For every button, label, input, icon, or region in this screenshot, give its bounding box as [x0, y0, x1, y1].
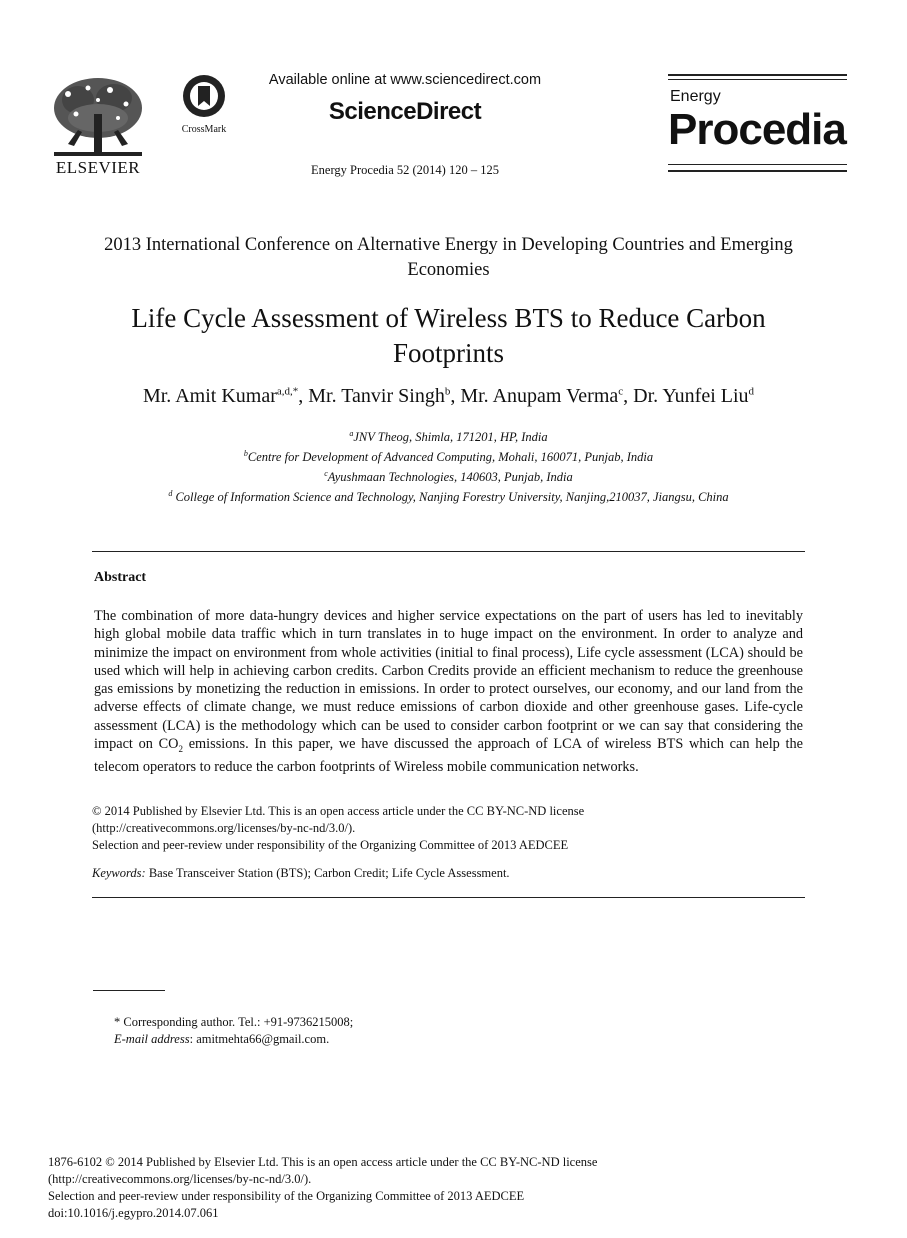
abstract-text-part2: emissions. In this paper, we have discussed the approach of LCA of wireless BTS which can help the telecom operators to reduce the carbon footprints of Wireless mobile communication networks. [94, 736, 803, 776]
journal-citation: Energy Procedia 52 (2014) 120 – 125 [311, 163, 499, 177]
keywords [92, 866, 805, 881]
affiliation-line [60, 466, 837, 486]
co2-subscript: 2 [178, 743, 183, 754]
crossmark-label: CrossMark [181, 124, 227, 135]
email-address[interactable]: amitmehta66@gmail.com. [196, 1032, 330, 1046]
corresponding-mark: * [292, 385, 299, 398]
abstract-bottom-rule [92, 897, 805, 898]
email-label: E-mail address [114, 1032, 190, 1046]
footer-peer-review: Selection and peer-review under responsibility of the Organizing Committee of 2013 AEDCEE [48, 1189, 525, 1203]
brand-rule-bottom [668, 170, 847, 172]
author-superscript: d [748, 385, 755, 398]
abstract-body [94, 607, 803, 777]
affiliation-text: Ayushmaan Technologies, 140603, Punjab, India [327, 470, 573, 485]
affiliation-line [60, 486, 837, 506]
brand-procedia: Procedia [668, 105, 846, 154]
abstract-heading: Abstract [94, 570, 147, 585]
affiliation-superscript: c [324, 468, 328, 478]
author-superscript: a,d, [276, 385, 293, 398]
license-line: © 2014 Published by Elsevier Ltd. This is an open access article under the CC BY-NC-ND license [92, 804, 585, 818]
affiliation-line [60, 426, 837, 446]
email-separator: : [189, 1032, 197, 1046]
affiliation-text: Centre for Development of Advanced Computing, Mohali, 160071, Punjab, India [247, 450, 654, 465]
affiliation-text: JNV Theog, Shimla, 171201, HP, India [353, 430, 548, 445]
author-name: Mr. Tanvir Singh [308, 385, 445, 407]
publisher-name: ELSEVIER [55, 158, 141, 177]
brand-rule-top-thin [668, 79, 847, 80]
affiliation-list [60, 426, 837, 506]
keywords-label: Keywords: [92, 866, 146, 880]
brand-rule-top [668, 74, 847, 76]
author-name: Dr. Yunfei Liu [633, 385, 749, 407]
affiliation-superscript: d [168, 488, 173, 498]
author-superscript: c [618, 385, 624, 398]
footnote-phone: * Corresponding author. Tel.: +91-9736215008; [114, 1015, 354, 1029]
affiliation-superscript: a [349, 429, 354, 438]
footer-issn-license: 1876-6102 © 2014 Published by Elsevier Ltd. This is an open access article under the CC BY-NC-ND license [48, 1155, 598, 1169]
license-link[interactable]: (http://creativecommons.org/licenses/by-nc-nd/3.0/). [92, 821, 356, 835]
sciencedirect-logo-text: ScienceDirect [328, 98, 482, 125]
brand-energy: Energy [670, 88, 721, 105]
crossmark-badge[interactable] [176, 74, 232, 134]
corresponding-author-footnote [114, 1014, 714, 1048]
available-online-text: Available online at www.sciencedirect.com [268, 72, 542, 88]
elsevier-tree-icon [48, 74, 148, 158]
author-name: Mr. Amit Kumar [142, 385, 277, 407]
journal-brand-logo [668, 74, 847, 176]
author-separator: , [623, 385, 634, 407]
license-block [92, 803, 805, 854]
abstract-top-rule [92, 551, 805, 552]
footnote-rule [93, 990, 165, 991]
author-separator: , [450, 385, 461, 407]
author-separator: , [298, 385, 309, 407]
author-list [60, 385, 837, 408]
page-footer [48, 1154, 848, 1222]
author-name: Mr. Anupam Verma [460, 385, 619, 407]
affiliation-text: College of Information Science and Technology, Nanjing Forestry University, Nanjing,210037, Jiangsu, China [172, 490, 729, 505]
abstract-text-part1: The combination of more data-hungry devices and higher service expectations on the part of users has led to inevitably high global mobile data traffic which in turn translates in to huge impact on the environment. In order to analyze and minimize the impact on environment from whole activities (initial to final process), Life cycle assessment (LCA) should be used which will help in achieving carbon credits. Carbon Credits provide an efficient mechanism to reduce the greenhouse gas emissions by monetizing the reduction in emissions. In order to protect ourselves, our economy, and our land from the adverse effects of climate change, we must reduce emissions of carbon dioxide and other greenhouse gases. Life-cycle assessment (LCA) is the methodology which can be used to consider carbon footprint or we can say that considering the impact on CO [94, 608, 803, 753]
affiliation-superscript: b [243, 448, 248, 458]
affiliation-line [60, 446, 837, 466]
crossmark-icon [182, 74, 226, 118]
peer-review-line: Selection and peer-review under responsibility of the Organizing Committee of 2013 AEDCEE [92, 838, 569, 852]
paper-title: Life Cycle Assessment of Wireless BTS to Reduce Carbon Footprints [131, 303, 766, 368]
footer-doi[interactable]: doi:10.1016/j.egypro.2014.07.061 [48, 1206, 219, 1220]
footer-license-link[interactable]: (http://creativecommons.org/licenses/by-nc-nd/3.0/). [48, 1172, 312, 1186]
conference-name: 2013 International Conference on Alternative Energy in Developing Countries and Emerging Economies [104, 235, 793, 280]
brand-rule-bottom-thin [668, 164, 847, 165]
footnote-email-line [114, 1031, 714, 1048]
keywords-text: Base Transceiver Station (BTS); Carbon Credit; Life Cycle Assessment. [145, 866, 510, 880]
author-superscript: b [444, 385, 451, 398]
